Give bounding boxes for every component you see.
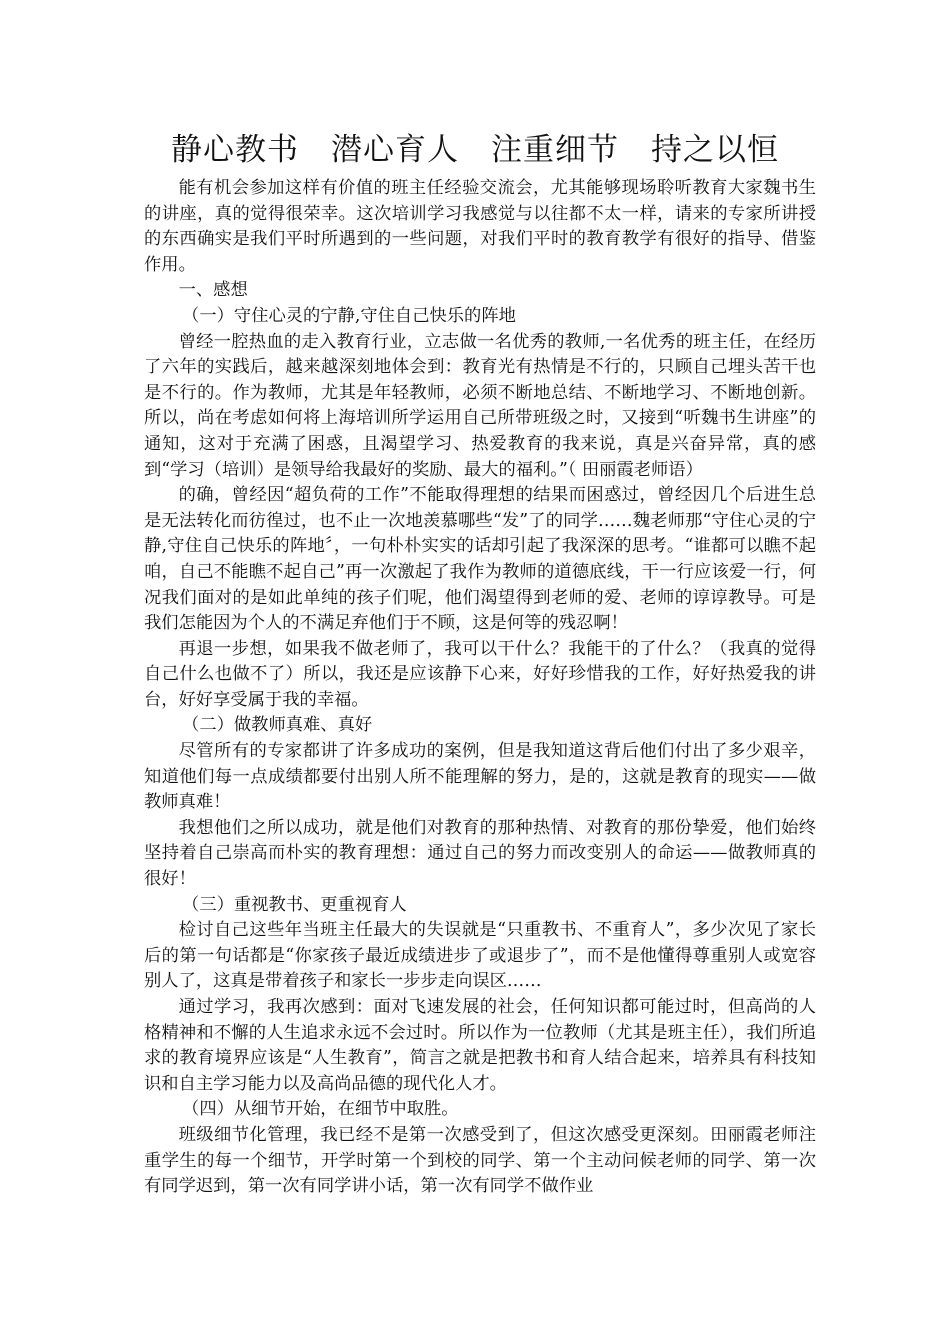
section-heading: 一、感想 [178,280,248,301]
paragraph: 曾经一腔热血的走入教育行业，立志做一名优秀的教师,一名优秀的班主任，在经历了六年的实践后，越来越深刻地体会到：教育光有热情是不行的，只顾自己埋头苦干也是不行的。作为教师，尤其是年轻教师，必须不断地总结、不断地学习、不断地创新。所以，尚在考虑如何将上海培训所学运用自己所带班级之时，又接到“听魏书生讲座”的通知，这对于充满了困惑，且渴望学习、热爱教育的我来说，真是兴奋异常，真的感到“学习（培训）是领导给我最好的奖励、最大的福利。”（ 田丽霞老师语） [144,331,816,480]
subsection-heading: （四）从细节开始，在细节中取胜。 [182,1099,459,1120]
paragraph: 再退一步想，如果我不做老师了，我可以干什么？我能干的了什么？（我真的觉得自己什么也做不了）所以，我还是应该静下心来，好好珍惜我的工作，好好热爱我的讲台，好好享受属于我的幸福。 [144,638,816,710]
subsection-heading: （三）重视教书、更重视育人 [182,894,407,915]
paragraph: 尽管所有的专家都讲了许多成功的案例，但是我知道这背后他们付出了多少艰辛，知道他们每一点成绩都要付出别人所不能理解的努力，是的，这就是教育的现实——做教师真难！ [144,741,816,813]
paragraph: 检讨自己这些年当班主任最大的失误就是“只重教书、不重育人”，多少次见了家长后的第一句话都是“你家孩子最近成绩进步了或退步了”，而不是他懂得尊重别人或宽容别人了，这真是带着孩子和家长一步步走向误区…… [144,920,816,992]
paragraph: 我想他们之所以成功，就是他们对教育的那种热情、对教育的那份挚爱，他们始终坚持着自己崇高而朴实的教育理想：通过自己的努力而改变别人的命运——做教师真的很好！ [144,817,816,890]
paragraph: 班级细节化管理，我已经不是第一次感受到了，但这次感受更深刻。田丽霞老师注重学生的每一个细节，开学时第一个到校的同学、第一个主动问候老师的同学、第一次有同学迟到，第一次有同学讲小话，第一次有同学不做作业 [144,1124,816,1197]
paragraph: 的确，曾经因“超负荷的工作”不能取得理想的结果而困惑过，曾经因几个后进生总是无法转化而彷徨过，也不止一次地羡慕哪些“发”了的同学……魏老师那“守住心灵的宁静,守住自己快乐的阵地〞，一句朴朴实实的话却引起了我深深的思考。“谁都可以瞧不起咱，自己不能瞧不起自己”再一次激起了我作为教师的道德底线，干一行应该爱一行，何况我们面对的是如此单纯的孩子们呢，他们渴望得到老师的爱、老师的谆谆教导。可是我们怎能因为个人的不满足弃他们于不顾，这是何等的残忍啊！ [144,485,816,634]
subsection-heading: （二）做教师真难、真好 [182,715,373,736]
document-title: 静心教书 潜心育人 注重细节 持之以恒 [171,132,779,168]
paragraph: 通过学习，我再次感到：面对飞速发展的社会，任何知识都可能过时，但高尚的人格精神和不懈的人生追求永远不会过时。所以作为一位教师（尤其是班主任），我们所追求的教育境界应该是“人生教育”，简言之就是把教书和育人结合起来，培养具有科技知识和自主学习能力以及高尚品德的现代化人才。 [144,997,816,1094]
document-body [144,176,816,1200]
paragraph: 能有机会参加这样有价值的班主任经验交流会，尤其能够现场聆听教育大家魏书生的讲座，真的觉得很荣幸。这次培训学习我感觉与以往都不太一样，请来的专家所讲授的东西确实是我们平时所遇到的一些问题，对我们平时的教育教学有很好的指导、借鉴作用。 [144,178,816,275]
subsection-heading: （一）守住心灵的宁静,守住自己快乐的阵地 [182,305,516,326]
